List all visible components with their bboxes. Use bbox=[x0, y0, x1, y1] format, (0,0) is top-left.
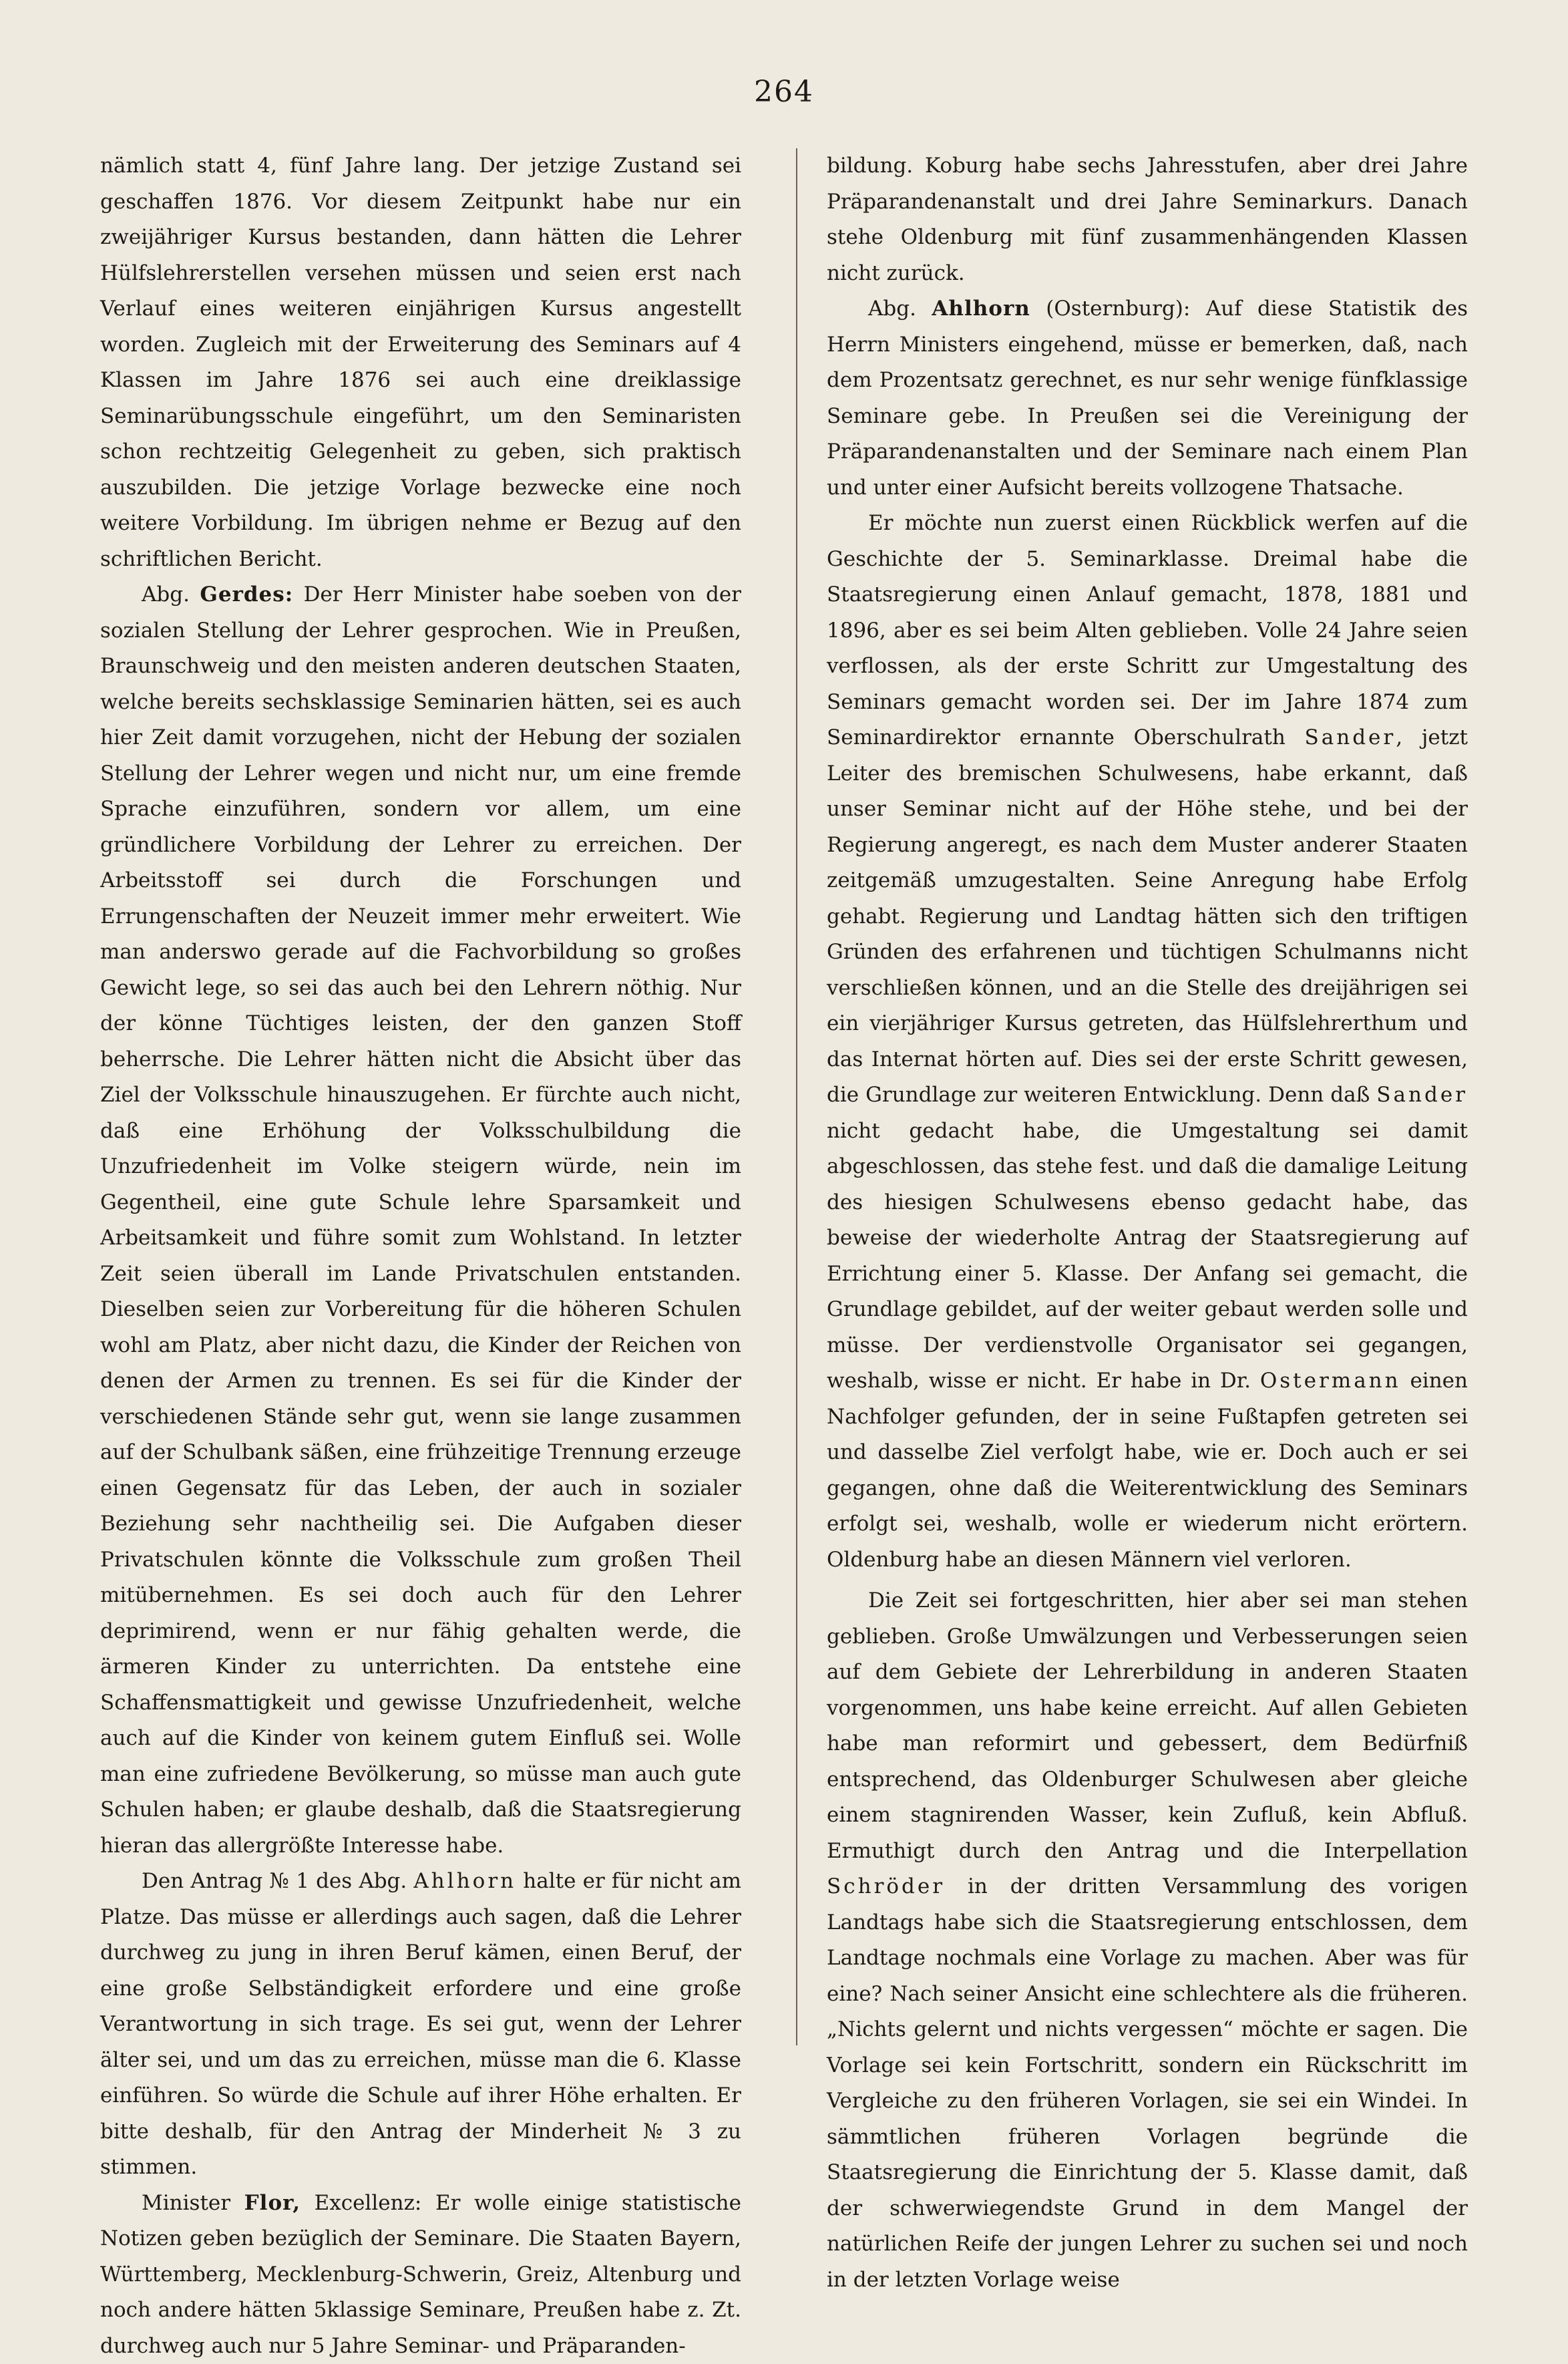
paragraph-text: (Osternburg): Auf diese Statistik des Herrn Ministers eingehend, müsse er bemerken, daß, nach dem Prozentsatz gerechnet, es nur sehr wenige fünfklassige Seminare gebe. In Preußen sei die Vereinigung der Präparandenanstalten und der Seminare nach einem Plan und unter einer Aufsicht bereits vollzogene Thatsache. bbox=[827, 297, 1468, 500]
speaker-name: Ahlhorn bbox=[932, 297, 1030, 321]
paragraph-text: in der dritten Versammlung des vorigen Landtags habe sich die Staatsregierung entschlossen, dem Landtage nochmals eine Vorlage zu machen. Aber was für eine? Nach seiner Ansicht eine schlechtere als die früheren. „Nichts gelernt und nichts vergessen“ möchte er sagen. Die Vorlage sei kein Fortschritt, sondern ein Rückschritt im Vergleiche zu den früheren Vorlagen, sie sei ein Windei. In sämmtlichen früheren Vorlagen begründe die Staatsregierung die Einrichtung der 5. Klasse damit, daß der schwerwiegendste Grund in dem Mangel der natürlichen Reife der jungen Lehrer zu suchen sei und noch in der letzten Vorlage weise bbox=[827, 1874, 1468, 2292]
speaker-name: Flor, bbox=[244, 2191, 301, 2215]
paragraph bbox=[100, 2186, 741, 2364]
paragraph-text: Die Zeit sei fortgeschritten, hier aber sei man stehen geblieben. Große Umwälzungen und Verbesserungen seien auf dem Gebiete der Lehrerbildung in anderen Staaten vorgenommen, uns habe keine erreicht. Auf allen Gebieten habe man reformirt und gebessert, dem Bedürfniß entsprechend, das Oldenburger Schulwesen aber gleiche einem stagnirenden Wasser, kein Zufluß, kein Abfluß. Ermuthigt durch den Antrag und die Interpellation bbox=[827, 1588, 1468, 1863]
paragraph-text: Abg. bbox=[142, 582, 200, 607]
spaced-name: Ahlhorn bbox=[413, 1869, 516, 1893]
spaced-name: Schröder bbox=[827, 1874, 945, 1898]
paragraph-text: halte er für nicht am Platze. Das müsse er allerdings auch sagen, daß die Lehrer durchweg zu jung in ihren Beruf kämen, einen Beruf, der eine große Selbständigkeit erfordere und eine große Verantwortung in sich trage. Es sei gut, wenn der Lehrer älter sei, und um das zu erreichen, müsse man die 6. Klasse einführen. So würde die Schule auf ihrer Höhe erhalten. Er bitte deshalb, für den Antrag der Minderheit № 3 zu stimmen. bbox=[100, 1869, 741, 2179]
paragraph bbox=[827, 1583, 1468, 2298]
paragraph bbox=[827, 291, 1468, 506]
right-text-column bbox=[827, 148, 1468, 2059]
paragraph-text: Er möchte nun zuerst einen Rückblick werfen auf die Geschichte der 5. Seminarklasse. Dreimal habe die Staatsregierung einen Anlauf gemacht, 1878, 1881 und 1896, aber es sei beim Alten geblieben. Volle 24 Jahre seien verflossen, als der erste Schritt zur Umgestaltung des Seminars gemacht worden sei. Der im Jahre 1874 zum Seminardirektor ernannte Oberschulrath bbox=[827, 511, 1468, 749]
paragraph bbox=[100, 1864, 741, 2186]
paragraph-text: nämlich statt 4, fünf Jahre lang. Der jetzige Zustand sei geschaffen 1876. Vor diesem Zeitpunkt habe nur ein zweijähriger Kursus bestanden, dann hätten die Lehrer Hülfslehrerstellen versehen müssen und seien erst nach Verlauf eines weiteren einjährigen Kursus angestellt worden. Zugleich mit der Erweiterung des Seminars auf 4 Klassen im Jahre 1876 sei auch eine dreiklassige Seminarübungsschule eingeführt, um den Seminaristen schon rechtzeitig Gelegenheit zu geben, sich praktisch auszubilden. Die jetzige Vorlage bezwecke eine noch weitere Vorbildung. Im übrigen nehme er Bezug auf den schriftlichen Bericht. bbox=[100, 154, 741, 571]
spaced-name: Sander bbox=[1305, 725, 1396, 749]
paragraph-text: Der Herr Minister habe soeben von der sozialen Stellung der Lehrer gesprochen. Wie in Preußen, Braunschweig und den meisten anderen deutschen Staaten, welche bereits sechsklassige Seminarien hätten, sei es auch hier Zeit damit vorzugehen, nicht der Hebung der sozialen Stellung der Lehrer wegen und nicht nur, um eine fremde Sprache einzuführen, sondern vor allem, um eine gründlichere Vorbildung der Lehrer zu erreichen. Der Arbeitsstoff sei durch die Forschungen und Errungenschaften der Neuzeit immer mehr erweitert. Wie man anderswo gerade auf die Fachvorbildung so großes Gewicht lege, so sei das auch bei den Lehrern nöthig. Nur der könne Tüchtiges leisten, der den ganzen Stoff beherrsche. Die Lehrer hätten nicht die Absicht über das Ziel der Volksschule hinauszugehen. Er fürchte auch nicht, daß eine Erhöhung der Volksschulbildung die Unzufriedenheit im Volke steigern würde, nein im Gegentheil, eine gute Schule lehre Sparsamkeit und Arbeitsamkeit und führe somit zum Wohlstand. In letzter Zeit seien überall im Lande Privatschulen entstanden. Dieselben seien zur Vorbereitung für die höheren Schulen wohl am Platz, aber nicht dazu, die Kinder der Reichen von denen der Armen zu trennen. Es sei für die Kinder der verschiedenen Stände sehr gut, wenn sie lange zusammen auf der Schulbank säßen, eine frühzeitige Trennung erzeuge einen Gegensatz für das Leben, der auch in sozialer Beziehung sehr nachtheilig sei. Die Aufgaben dieser Privatschulen könnte die Volksschule zum großen Theil mitübernehmen. Es sei doch auch für den Lehrer deprimirend, wenn er nur fähig gehalten werde, die ärmeren Kinder zu unterrichten. Da entstehe eine Schaffensmattigkeit und gewisse Unzufriedenheit, welche auch auf die Kinder von keinem gutem Einfluß sei. Wolle man eine zufriedene Bevölkerung, so müsse man auch gute Schulen haben; er glaube deshalb, daß die Staatsregierung hieran das allergrößte Interesse habe. bbox=[100, 582, 741, 1858]
column-divider bbox=[796, 148, 797, 2045]
paragraph-text: nicht gedacht habe, die Umgestaltung sei damit abgeschlossen, das stehe fest. und daß die damalige Leitung des hiesigen Schulwesens ebenso gedacht habe, das beweise der wiederholte Antrag der Staatsregierung auf Errichtung einer 5. Klasse. Der Anfang sei gemacht, die Grundlage gebildet, auf der weiter gebaut werden solle und müsse. Der verdienstvolle Organisator sei gegangen, weshalb, wisse er nicht. Er habe in Dr. bbox=[827, 1119, 1468, 1393]
speaker-name: Gerdes: bbox=[200, 582, 293, 607]
spaced-name: Ostermann bbox=[1260, 1369, 1401, 1393]
paragraph-text: Minister bbox=[142, 2191, 244, 2215]
paragraph bbox=[827, 506, 1468, 1578]
paragraph-text: Excellenz: Er wolle einige statistische Notizen geben bezüglich der Seminare. Die Staaten Bayern, Württemberg, Mecklenburg-Schwerin, Greiz, Altenburg und noch andere hätten 5klassige Seminare, Preußen habe z. Zt. durchweg auch nur 5 Jahre Seminar- und Präparanden- bbox=[100, 2191, 741, 2358]
page-number: 264 bbox=[0, 75, 1568, 109]
paragraph bbox=[100, 148, 741, 577]
paragraph bbox=[100, 577, 741, 1864]
paragraph bbox=[827, 148, 1468, 291]
paragraph-text: Abg. bbox=[868, 297, 932, 321]
paragraph-text: , jetzt Leiter des bremischen Schulwesens, habe erkannt, daß unser Seminar nicht auf der Höhe stehe, und bei der Regierung angeregt, es nach dem Muster anderer Staaten zeitgemäß umzugestalten. Seine Anregung habe Erfolg gehabt. Regierung und Landtag hätten sich den triftigen Gründen des erfahrenen und tüchtigen Schulmanns nicht verschließen können, und an die Stelle des dreijährigen sei ein vierjähriger Kursus getreten, das Hülfslehrerthum und das Internat hörten auf. Dies sei der erste Schritt gewesen, die Grundlage zur weiteren Entwicklung. Denn daß bbox=[827, 725, 1468, 1107]
paragraph-text: einen Nachfolger gefunden, der in seine Fußtapfen getreten sei und dasselbe Ziel verfolgt habe, wie er. Doch auch er sei gegangen, ohne daß die Weiterentwicklung des Seminars erfolgt sei, weshalb, wolle er wiederum nicht erörtern. Oldenburg habe an diesen Männern viel verloren. bbox=[827, 1369, 1468, 1572]
left-text-column bbox=[100, 148, 741, 2059]
paragraph-text: bildung. Koburg habe sechs Jahresstufen, aber drei Jahre Präparandenanstalt und drei Jahre Seminarkurs. Danach stehe Oldenburg mit fünf zusammenhängenden Klassen nicht zurück. bbox=[827, 154, 1468, 285]
paragraph-text: Den Antrag № 1 des Abg. bbox=[142, 1869, 413, 1893]
spaced-name: Sander bbox=[1376, 1083, 1468, 1107]
